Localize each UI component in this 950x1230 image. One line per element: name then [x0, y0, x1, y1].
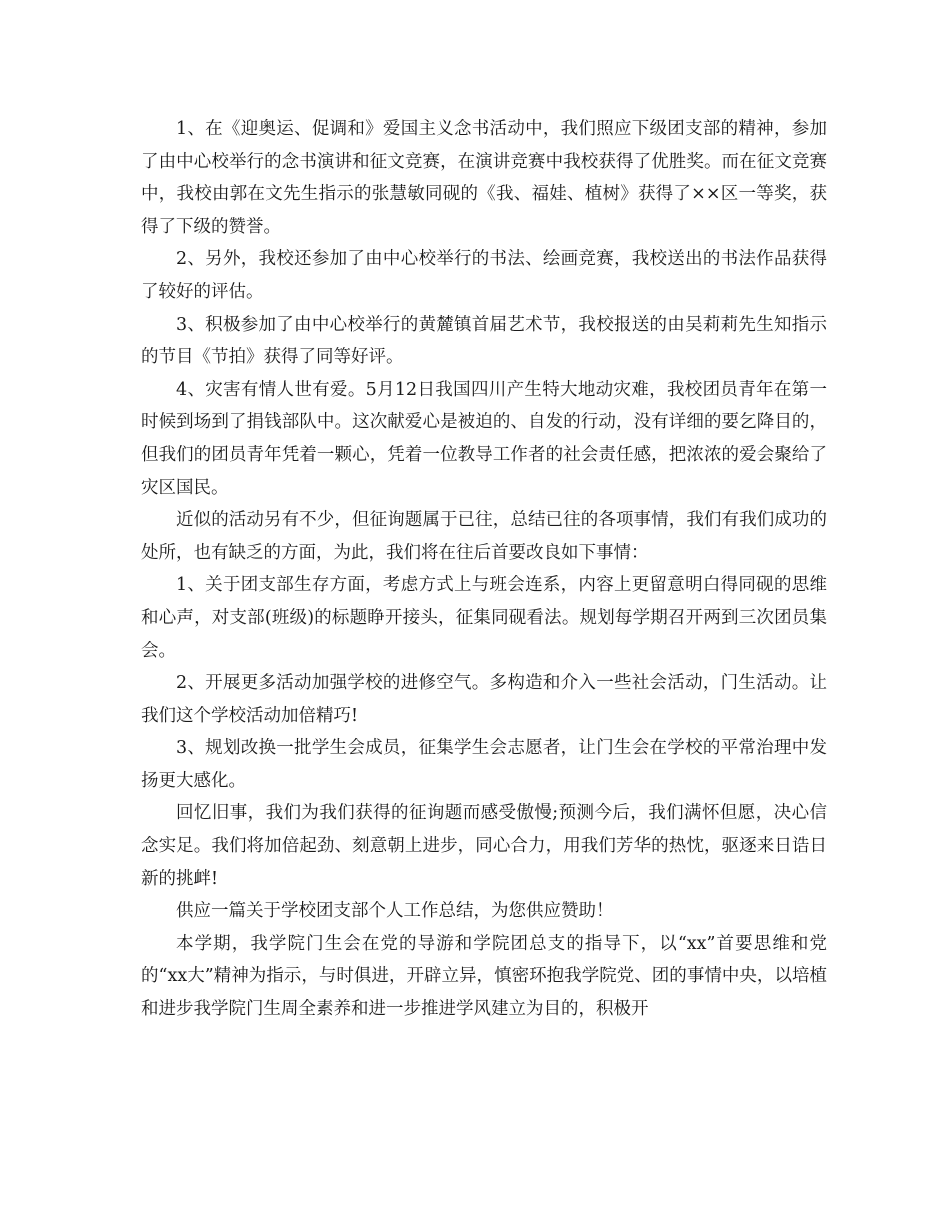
document-body — [141, 113, 827, 1026]
paragraph: 3、规划改换一批学生会成员，征集学生会志愿者，让门生会在学校的平常治理中发扬更大感化。 — [141, 738, 827, 791]
paragraph: 本学期，我学院门生会在党的导游和学院团总支的指导下，以“xx”首要思维和党的“xx大”精神为指示，与时俱进，开辟立异，慎密环抱我学院党、团的事情中央，以培植和进步我学院门生周全素养和进一步推进学风建立为目的，积极开 — [141, 933, 827, 1020]
paragraph: 供应一篇关于学校团支部个人工作总结，为您供应赞助！ — [176, 901, 614, 922]
paragraph: 回忆旧事，我们为我们获得的征询题而感受傲慢;预测今后，我们满怀但愿，决心信念实足。我们将加倍起劲、刻意朝上进步，同心合力，用我们芳华的热忱，驱逐来日诰日新的挑衅! — [141, 803, 827, 889]
paragraph: 近似的活动另有不少，但征询题属于已往，总结已往的各项事情，我们有我们成功的处所，也有缺乏的方面，为此，我们将在往后首要改良如下事情： — [141, 510, 827, 563]
paragraph: 4、灾害有情人世有爱。5月12日我国四川产生特大地动灾难，我校团员青年在第一时候到场到了捐钱部队中。这次献爱心是被迫的、自发的行动，没有详细的要乞降目的，但我们的团员青年凭着一颗心，凭着一位教导工作者的社会责任感，把浓浓的爱会聚给了灾区国民。 — [141, 379, 827, 498]
paragraph: 3、积极参加了由中心校举行的黄麓镇首届艺术节，我校报送的由吴莉莉先生知指示的节目《节拍》获得了同等好评。 — [141, 314, 827, 368]
paragraph: 2、开展更多活动加强学校的进修空气。多构造和介入一些社会活动，门生活动。让我们这个学校活动加倍精巧! — [141, 673, 827, 726]
paragraph: 1、在《迎奥运、促调和》爱国主义念书活动中，我们照应下级团支部的精神，参加了由中心校举行的念书演讲和征文竞赛，在演讲竞赛中我校获得了优胜奖。而在征文竞赛中，我校由郭在文先生指示的张慧敏同砚的《我、福娃、植树》获得了××区一等奖，获得了下级的赞誉。 — [141, 119, 827, 237]
paragraph: 2、另外，我校还参加了由中心校举行的书法、绘画竞赛，我校送出的书法作品获得了较好的评估。 — [141, 249, 827, 302]
paragraph: 1、关于团支部生存方面，考虑方式上与班会连系，内容上更留意明白得同砚的思维和心声，对支部(班级)的标题睁开接头，征集同砚看法。规划每学期召开两到三次团员集会。 — [141, 575, 827, 661]
